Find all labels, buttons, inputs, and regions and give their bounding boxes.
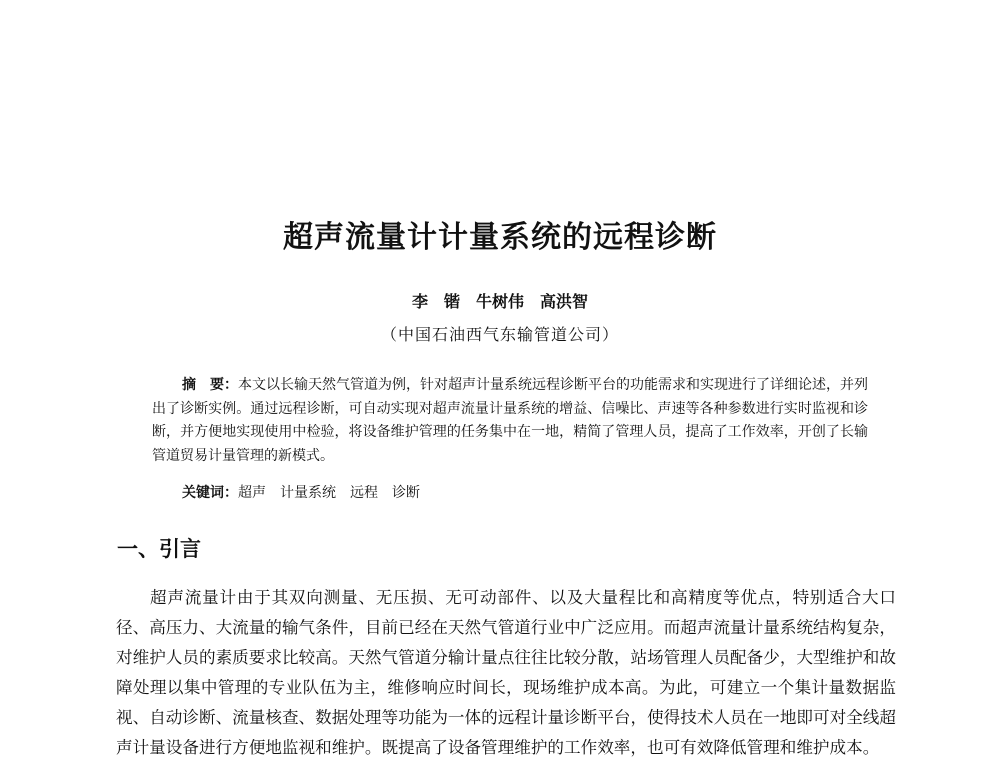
paper-title: 超声流量计计量系统的远程诊断 [283,220,717,255]
keywords-label: 关键词： [182,485,238,501]
introduction-paragraph: 超声流量计由于其双向测量、无压损、无可动部件、以及大量程比和高精度等优点，特别适合大口径、高压力、大流量的输气条件，目前已经在天然气管道行业中广泛应用。而超声流量计量系统结构复杂，对维护人员的素质要求比较高。天然气管道分输计量点往往比较分散，站场管理人员配备少，大型维护和故障处理以集中管理的专业队伍为主，维修响应时间长，现场维护成本高。为此，可建立一个集计量数据监视、自动诊断、流量核查、数据处理等功能为一体的远程计量诊断平台，使得技术人员在一地即可对全线超声计量设备进行方便地监视和维护。既提高了设备管理维护的工作效率，也可有效降低管理和维护成本。 [116,588,896,757]
section-heading-introduction: 一、引言 [117,537,201,561]
abstract-label: 摘 要： [182,377,238,393]
keywords-text: 超声 计量系统 远程 诊断 [238,485,420,501]
author-affiliation: （中国石油西气东输管道公司） [380,325,619,344]
keywords [182,482,420,504]
abstract-text: 本文以长输天然气管道为例，针对超声计量系统远程诊断平台的功能需求和实现进行了详细论述，并列出了诊断实例。通过远程诊断，可自动实现对超声流量计量系统的增益、信噪比、声速等各种参数进行实时监视和诊断，并方便地实现使用中检验，将设备维护管理的任务集中在一地，精简了管理人员，提高了工作效率，开创了长输管道贸易计量管理的新模式。 [152,377,868,464]
abstract [152,374,868,468]
author-list: 李 锴 牛树伟 高洪智 [411,292,588,311]
